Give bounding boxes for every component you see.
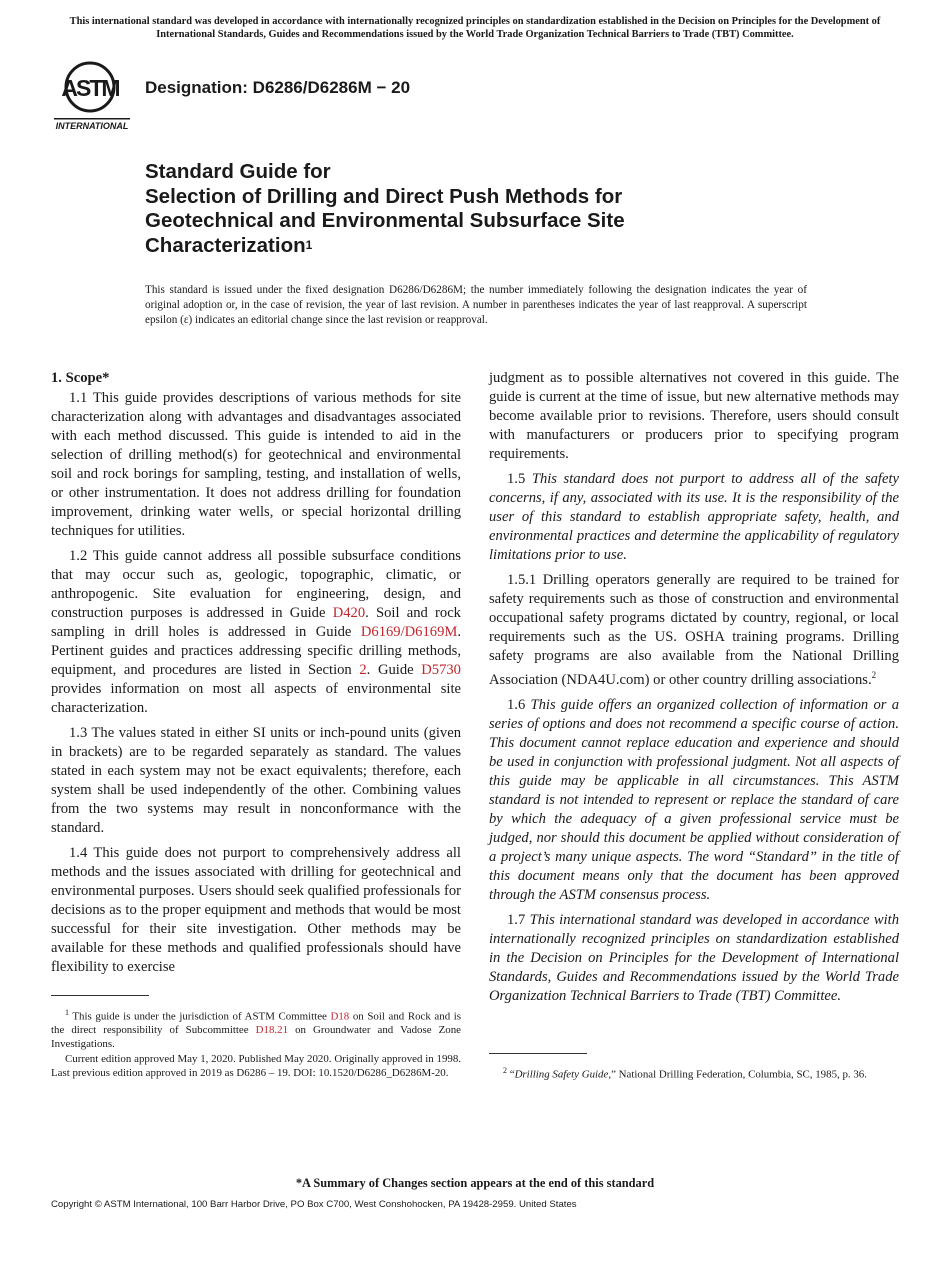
summary-of-changes-note: *A Summary of Changes section appears at the end of this standard xyxy=(295,1176,655,1190)
footnote-2: $^2$ “Drilling Safety Guide,” National Drilling Federation, Columbia, SC, 1985, p. 36. xyxy=(503,1066,867,1081)
footnote-1-edition: Current edition approved May 1, 2020. Published May 2020. Originally approved in 1998. Last previous edition approved in 2019 as D6286 – 19. DOI: 10.1520/D6286_D6286M-20. xyxy=(51,1053,461,1079)
copyright-line: Copyright © ASTM International, 100 Barr Harbor Drive, PO Box C700, West Conshohocken, PA 19428-2959. United States xyxy=(51,1199,577,1210)
link-d420[interactable]: D420 xyxy=(332,605,366,621)
footnote-rule-right xyxy=(489,1053,587,1054)
paragraph-1-1: 1.1 This guide provides descriptions of various methods for site characterization along with advantages and disadvantages associated with each method discussed. This guide is intended to aid in the selection of drilling method(s) for geotechnical and environmental soil and rock borings for sampling, testing, and installation of wells, or other instrumentation. It does not address drilling for foundation improvement, drinking water wells, or special horizontal drilling techniques for utilities. xyxy=(51,390,461,539)
link-d18-21[interactable]: D18.21 xyxy=(255,1024,289,1037)
link-d6169[interactable]: D6169/D6169M xyxy=(360,624,458,640)
paragraph-1-2: 1.2 This guide cannot address all possible subsurface conditions that may occur such as, geologic, topographic, climatic, or anthropogenic. Site evaluation for engineering, design, and construction purposes is addressed in Guide D420. Soil and rock sampling in drill holes is addressed in Guide D6169/D6169M. Pertinent guides and practices addressing specific drilling methods, equipment, and procedures are listed in Section 2. Guide D5730 provides information on most all aspects of environmental site characterization. xyxy=(51,548,461,716)
paragraph-1-6: 1.6 This guide offers an organized collection of information or a series of options and does not recommend a specific course of action. This document cannot replace education and experience and should be used in conjunction with professional judgment. Not all aspects of this guide may be applicable in all circumstances. This ASTM standard is not intended to represent or replace the standard of care by which the adequacy of a given professional service must be judged, nor should this document be applied without consideration of a project’s many unique aspects. The word “Standard” in the title of this document means only that the document has been approved through the ASTM consensus process. xyxy=(489,696,899,903)
trade-notice-header: This international standard was developed in accordance with internationally recognized principles on standardization established in the Decision on Principles for the Development of International Standards, Guides and Recommendations issued by the World Trade Organization Technical Barriers to Trade (TBT) Committee. xyxy=(69,16,881,40)
title-line-2: Selection of Drilling and Direct Push Methods for xyxy=(145,184,623,208)
title-line-3: Geotechnical and Environmental Subsurface Site xyxy=(145,209,625,232)
link-d18[interactable]: D18 xyxy=(330,1010,350,1023)
right-column xyxy=(489,369,899,1012)
document-title xyxy=(145,160,865,258)
logo-text: INTERNATIONAL xyxy=(55,121,129,131)
link-d5730[interactable]: D5730 xyxy=(421,662,461,678)
logo-letters: ASTM xyxy=(61,75,119,101)
left-column xyxy=(51,369,461,983)
title-line-1: Standard Guide for xyxy=(145,160,331,183)
issuance-statement: This standard is issued under the fixed designation D6286/D6286M; the number immediately following the designation indicates the year of original adoption or, in the case of revision, the year of last revision. A number in parentheses indicates the year of last reapproval. A superscript epsilon (ε) indicates an editorial change since the last revision or reapproval. xyxy=(145,284,807,326)
footnote-1 xyxy=(51,1006,461,1083)
section-heading-scope: 1. Scope* xyxy=(51,370,110,386)
title-line-4: Characterization$^1$ xyxy=(145,233,313,257)
astm-logo xyxy=(52,56,134,132)
paragraph-1-4: 1.4 This guide does not purport to comprehensively address all methods and the issues associated with drilling for geotechnical and environmental purposes. Users should seek qualified professionals for decisions as to the proper equipment and methods that would be most successful for their site investigation. Other methods may be available for these methods and qualified professionals should have flexibility to exercise xyxy=(51,845,461,975)
paragraph-1-5: 1.5 This standard does not purport to address all of the safety concerns, if any, associated with its use. It is the responsibility of the user of this standard to establish appropriate safety, health, and environmental practices and determine the applicability of regulatory limitations prior to use. xyxy=(489,471,899,563)
paragraph-1-5-1: 1.5.1 Drilling operators generally are required to be trained for safety requirements such as those of construction and environmental occupational safety programs dictated by country, regional, or local requirements such as the US. OSHA training programs. Drilling safety programs are also available from the National Drilling Association (NDA4U.com) or other country drilling associations.$^2$ xyxy=(489,572,899,688)
footnote-rule-left xyxy=(51,995,149,996)
paragraph-1-7: 1.7 This international standard was developed in accordance with internationally recognized principles on standardization established in the Decision on Principles for the Development of International Standards, Guides and Recommendations issued by the World Trade Organization Technical Barriers to Trade (TBT) Committee. xyxy=(489,911,900,1004)
footnote-ref-2: 2 xyxy=(871,670,877,680)
paragraph-1-4-continued: judgment as to possible alternatives not covered in this guide. The guide is current at the time of issue, but new alternative methods may become available prior to revisions. Therefore, users should consult with manufacturers or producers prior to specifying program requirements. xyxy=(489,370,899,462)
designation: Designation: D6286/D6286M − 20 xyxy=(145,78,411,97)
paragraph-1-3: 1.3 The values stated in either SI units or inch-pound units (given in brackets) are to be regarded separately as standard. The values stated in each system may not be exact equivalents; therefore, each system shall be used independently of the other. Combining values from the two systems may result in nonconformance with the standard. xyxy=(51,725,461,836)
title-footnote-mark: 1 xyxy=(305,237,313,252)
link-section-2[interactable]: 2 xyxy=(359,662,367,678)
footnote-1-jurisdiction: $^1$ This guide is under the jurisdiction of ASTM Committee D18 on Soil and Rock and is the direct responsibility of Subcommittee D18.21 on Groundwater and Vadose Zone Investigations. xyxy=(51,1008,462,1050)
